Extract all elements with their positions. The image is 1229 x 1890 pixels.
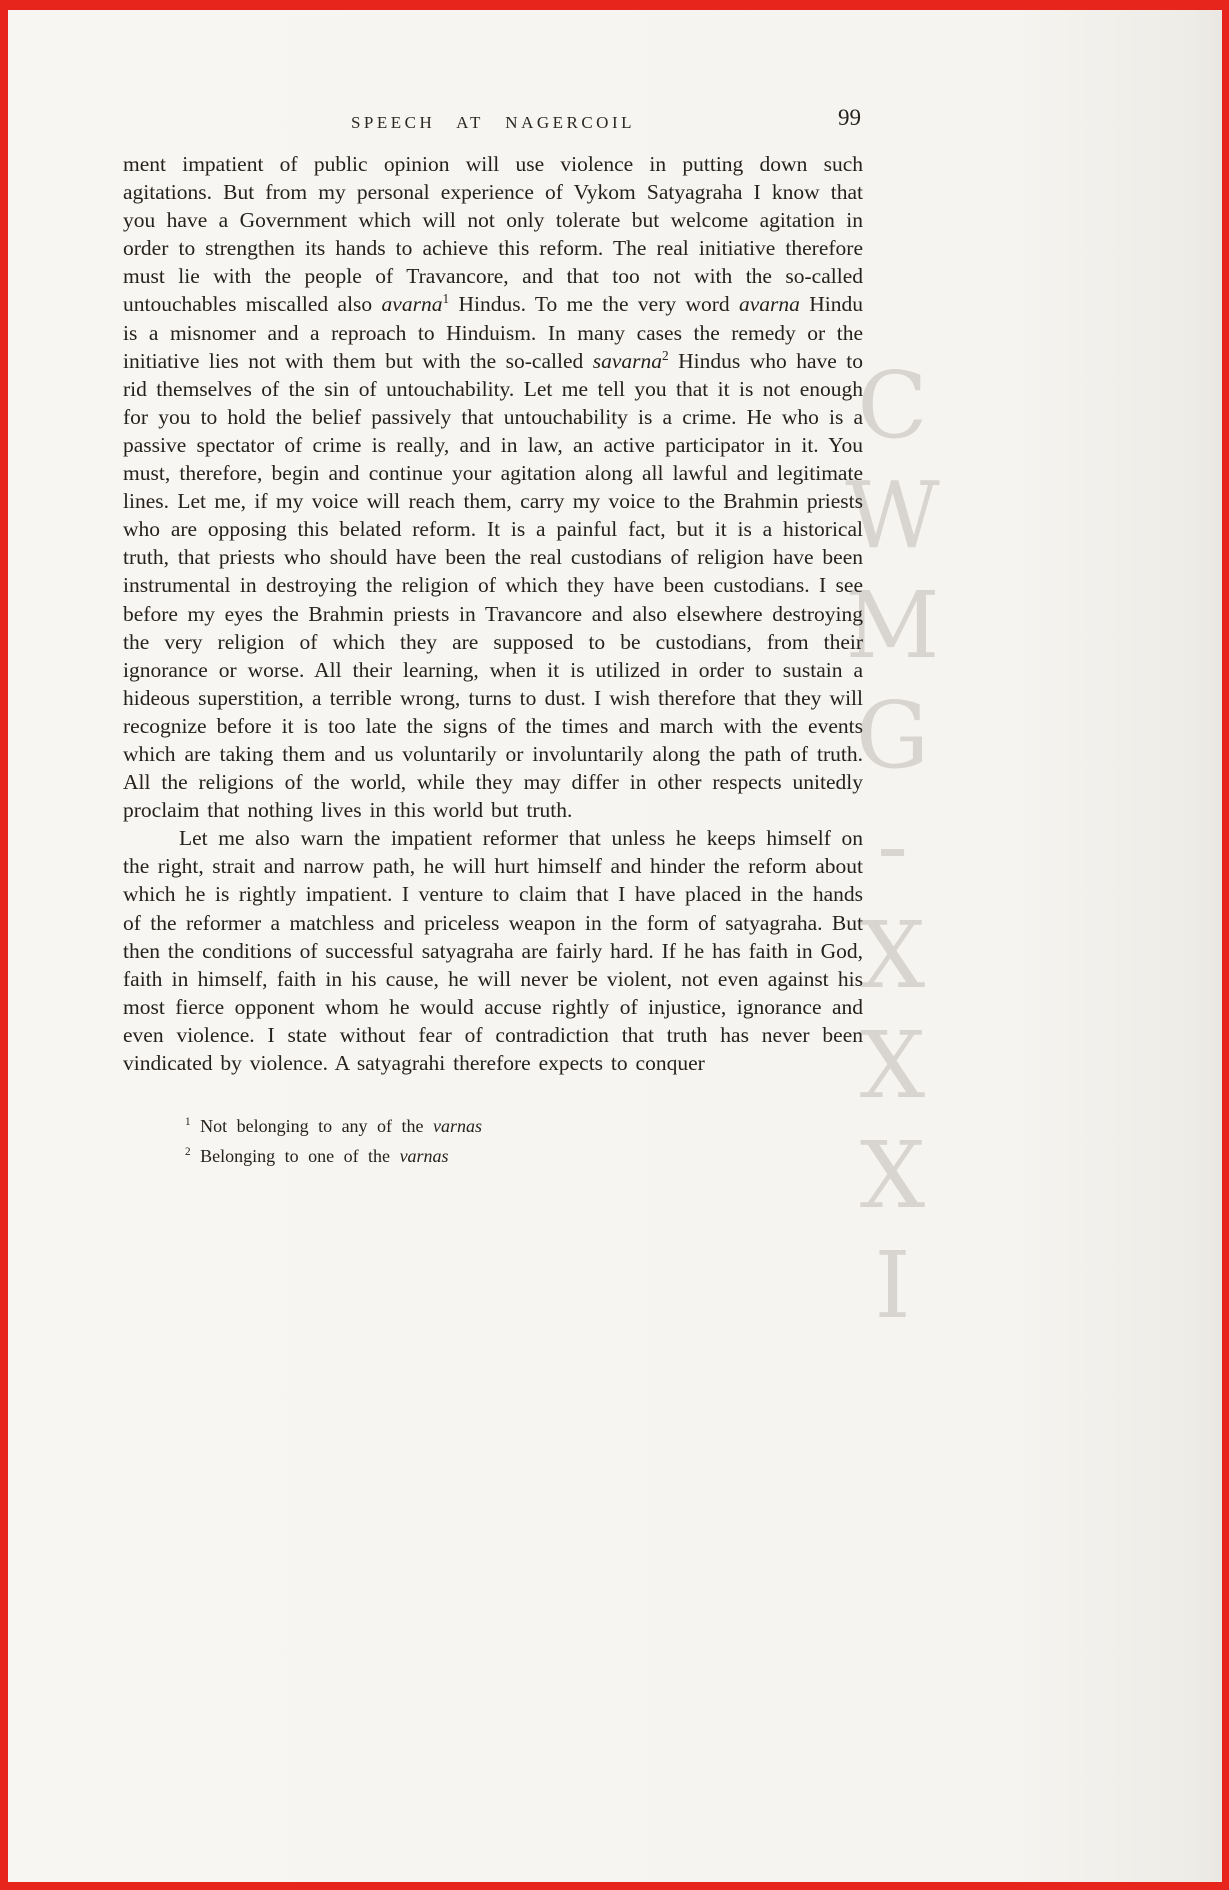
text-run: ment impatient of public opinion will use violence in putting down such agitations. But from my personal experience of Vykom Satyagraha I know that you have a Government which will not only tolerate but welcome agitation in order to strengthen its hands to achieve this reform. The real initiative therefore must lie with the people of Travancore, and that too not with the so-called untouchables miscalled also (123, 152, 863, 317)
footnote-reference: 2 (662, 347, 669, 363)
footnote-marker: 2 (185, 1146, 191, 1159)
italic-text: varnas (399, 1146, 449, 1167)
italic-text: avarna (381, 292, 443, 317)
paragraph (123, 150, 863, 824)
footnote-reference: 1 (442, 291, 450, 307)
edition-watermark: CWMG-XXXI (839, 352, 946, 1342)
footnote-marker: 1 (185, 1116, 191, 1129)
page-border-bottom (0, 1882, 1229, 1890)
text-run: Let me also warn the impatient reformer that unless he keeps himself on the right, strait and narrow path, he will hurt himself and hinder the reform about which he is rightly impatient. I venture to claim that I have placed in the hands of the reformer a matchless and priceless weapon in the form of satyagraha. But then the conditions of successful satyagraha are fairly hard. If he has faith in God, faith in himself, faith in his cause, he will never be violent, not even against his most fierce opponent whom he would accuse rightly of injustice, ignorance and even violence. I state without fear of contradiction that truth has never been vindicated by violence. A satyagrahi therefore expects to conquer (123, 826, 863, 1075)
body-text (123, 150, 863, 1077)
footnote (185, 1111, 863, 1141)
page-content (123, 104, 863, 1171)
page-number: 99 (838, 105, 861, 130)
paragraph (123, 824, 863, 1077)
running-head-title: SPEECH AT NAGERCOIL (350, 113, 636, 132)
page-border-top (0, 0, 1229, 10)
footnotes (123, 1111, 863, 1171)
page-border-right (1222, 0, 1229, 1890)
text-run: Hindu is a misnomer and a reproach to Hinduism. In many cases the remedy or the initiative lies not with them but with the so-called (123, 292, 864, 373)
footnote (185, 1141, 863, 1171)
italic-text: avarna (739, 292, 800, 317)
italic-text: savarna (592, 348, 663, 373)
text-run: Hindus. To me the very word (449, 292, 739, 317)
italic-text: varnas (433, 1116, 483, 1137)
text-run: Hindus who have to rid themselves of the sin of untouchability. Let me tell you that it is not enough for you to hold the belief passively that untouchability is a crime. He who is a passive spectator of crime is really, and in law, an active participator in it. You must, therefore, begin and continue your agitation along all lawful and legitimate lines. Let me, if my voice will reach them, carry my voice to the Brahmin priests who are opposing this belated reform. It is a painful fact, but it is a historical truth, that priests who should have been the real custodians of religion have been instrumental in destroying the religion of which they have been custodians. I see before my eyes the Brahmin priests in Travancore and also elsewhere destroying the very religion of which they are supposed to be custodians, from their ignorance or worse. All their learning, when it is utilized in order to sustain a hideous superstition, a terrible wrong, turns to dust. I wish therefore that they will recognize before it is too late the signs of the times and march with the events which are taking them and us voluntarily or involuntarily along the path of truth. All the religions of the world, while they may differ in other respects unitedly proclaim that nothing lives in this world but truth. (123, 348, 864, 823)
text-run: Belonging to one of the (190, 1146, 400, 1167)
page-border-left (0, 0, 8, 1890)
text-run: Not belonging to any of the (190, 1116, 434, 1137)
page-header (123, 104, 863, 150)
